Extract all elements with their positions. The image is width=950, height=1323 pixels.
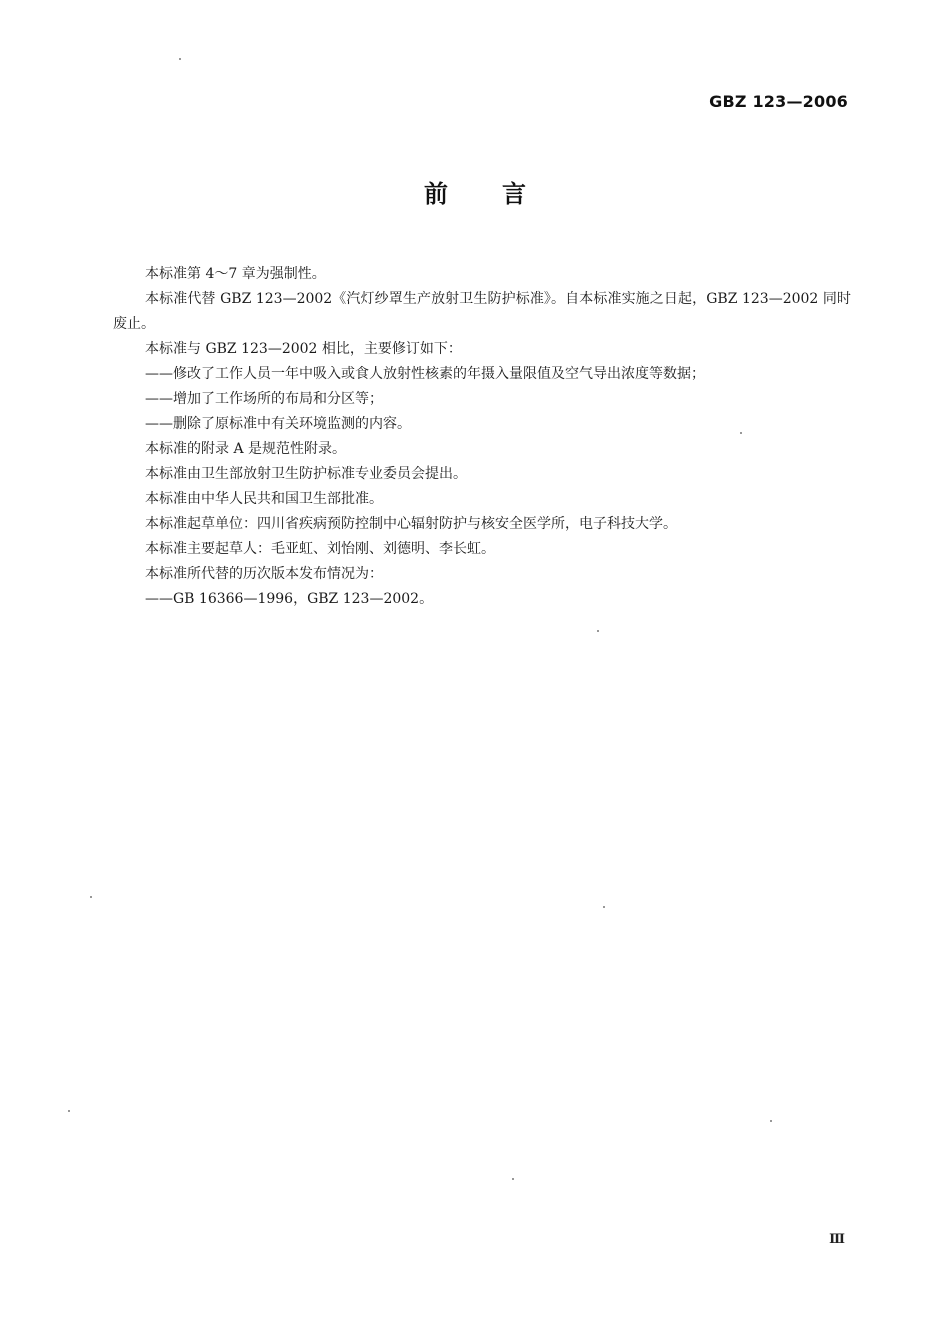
standard-code: GBZ 123—2006 <box>709 92 848 111</box>
page-number: Ⅲ <box>829 1232 845 1247</box>
preface-body <box>113 262 851 612</box>
scan-speck <box>770 1120 772 1122</box>
paragraph: ——修改了工作人员一年中吸入或食人放射性核素的年摄入量限值及空气导出浓度等数据； <box>145 366 705 382</box>
scan-speck <box>512 1178 514 1180</box>
scan-speck <box>603 906 605 908</box>
paragraph: 本标准主要起草人：毛亚虹、刘怡刚、刘德明、李长虹。 <box>145 541 495 557</box>
paragraph: ——GB 16366—1996，GBZ 123—2002。 <box>145 591 434 607</box>
scan-speck <box>90 896 92 898</box>
paragraph: ——增加了工作场所的布局和分区等； <box>145 391 383 407</box>
paragraph: ——删除了原标准中有关环境监测的内容。 <box>145 416 411 432</box>
paragraph: 本标准第 4～7 章为强制性。 <box>145 266 326 282</box>
paragraph: 本标准与 GBZ 123—2002 相比，主要修订如下： <box>145 341 462 357</box>
paragraph: 本标准的附录 A 是规范性附录。 <box>145 441 347 457</box>
paragraph: 本标准所代替的历次版本发布情况为： <box>145 566 383 582</box>
scan-speck <box>597 630 599 632</box>
paragraph: 本标准代替 GBZ 123—2002《汽灯纱罩生产放射卫生防护标准》。自本标准实施之日起，GBZ 123—2002 同时废止。 <box>113 291 851 332</box>
paragraph: 本标准由中华人民共和国卫生部批准。 <box>145 491 383 507</box>
scan-speck <box>68 1110 70 1112</box>
scan-speck <box>179 58 181 60</box>
page-title: 前言 <box>424 180 580 208</box>
paragraph: 本标准由卫生部放射卫生防护标准专业委员会提出。 <box>145 466 467 482</box>
scan-speck <box>740 432 742 434</box>
paragraph: 本标准起草单位：四川省疾病预防控制中心辐射防护与核安全医学所，电子科技大学。 <box>145 516 677 532</box>
